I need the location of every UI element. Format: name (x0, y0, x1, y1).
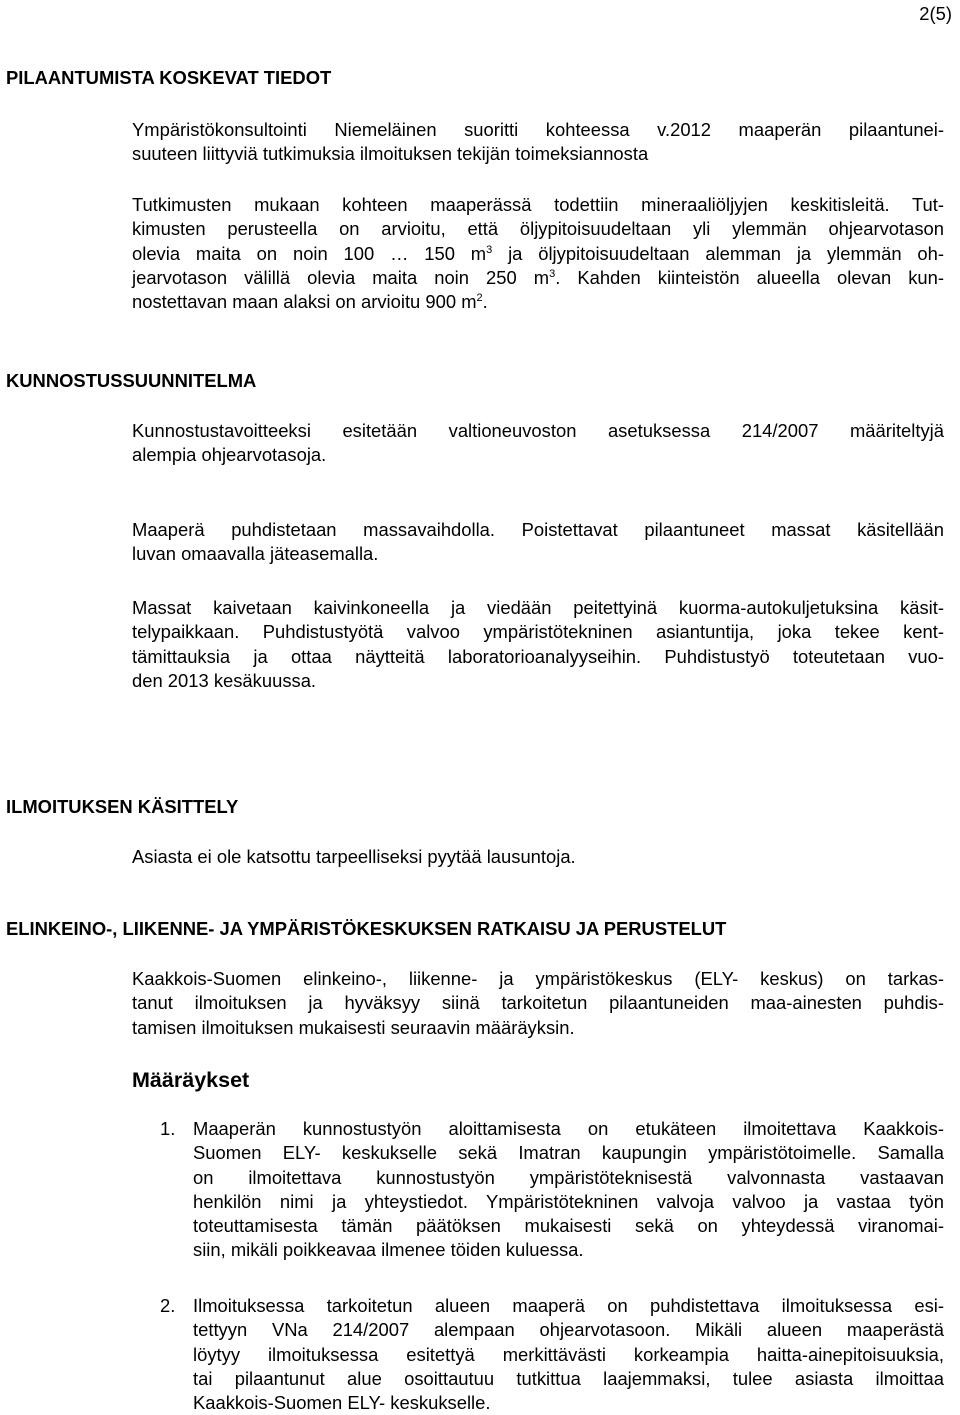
section-heading-kunnostussuunnitelma: KUNNOSTUSSUUNNITELMA (6, 370, 257, 391)
paragraph-investigation (132, 118, 944, 167)
text-fragment: . Kahden kiinteistön alueella olevan kun- (555, 266, 944, 288)
text-line (132, 266, 944, 290)
text-line: den 2013 kesäkuussa. (132, 669, 317, 691)
section-heading-pilaantumista: PILAANTUMISTA KOSKEVAT TIEDOT (6, 67, 332, 88)
text-line: Ympäristökonsultointi Niemeläinen suoritti kohteessa v.2012 maaperän pilaantunei- (132, 119, 944, 140)
text-line: toteuttamisesta tämän päätöksen mukaisesti sekä on yhteydessä viranomai- (193, 1215, 944, 1237)
text-line: tämittauksia ja ottaa näytteitä laboratorioanalyyseihin. Puhdistustyö toteutetaan vuo- (132, 645, 944, 667)
paragraph-findings (132, 193, 944, 314)
text-line: Maaperän kunnostustyön aloittamisesta on etukäteen ilmoitettava Kaakkois- (193, 1118, 944, 1139)
superscript: 2 (476, 292, 483, 305)
section-heading-ilmoituksen-kasittely: ILMOITUKSEN KÄSITTELY (6, 796, 239, 817)
text-line: Kaakkois-Suomen elinkeino-, liikenne- ja ympäristökeskus (ELY- keskus) on tarkas- (132, 968, 944, 989)
paragraph-decision (132, 967, 944, 1040)
text-line: luvan omaavalla jäteasemalla. (132, 543, 379, 565)
text-line: Ilmoituksessa tarkoitetun alueen maaperä on puhdistettava ilmoituksessa esi- (193, 1295, 944, 1316)
paragraph-statement (132, 845, 944, 869)
text-line: tettyyn VNa 214/2007 alempaan ohjearvotasoon. Mikäli alueen maaperästä (193, 1319, 944, 1341)
text-line: Suomen ELY- keskukselle sekä Imatran kaupungin ympäristötoimelle. Samalla (193, 1142, 944, 1164)
text-line: tanut ilmoituksen ja hyväksyy siinä tarkoitetun pilaantuneiden maa-ainesten puhdis- (132, 992, 944, 1014)
text-line: Maaperä puhdistetaan massavaihdolla. Poistettavat pilaantuneet massat käsitellään (132, 519, 944, 540)
page-number: 2(5) (919, 3, 952, 24)
text-fragment: . (482, 291, 488, 313)
text-line: Massat kaivetaan kaivinkoneella ja viedään peitettyinä kuorma-autokuljetuksina käsit- (132, 597, 944, 618)
text-line: suuteen liittyviä tutkimuksia ilmoituksen tekijän toimeksiannosta (132, 143, 649, 165)
text-line: siin, mikäli poikkeavaa ilmenee töiden kuluessa. (193, 1239, 584, 1261)
text-line (132, 242, 944, 266)
list-number: 1. (160, 1118, 176, 1139)
section-heading-ratkaisu: ELINKEINO-, LIIKENNE- JA YMPÄRISTÖKESKUKSEN RATKAISU JA PERUSTELUT (6, 918, 727, 939)
text-line: Tutkimusten mukaan kohteen maaperässä todettiin mineraaliöljyjen keskitisleitä. Tut- (132, 194, 944, 215)
text-line: tamisen ilmoituksen mukaisesti seuraavin määräyksin. (132, 1016, 575, 1038)
text-line: Kaakkois-Suomen ELY- keskukselle. (193, 1392, 491, 1414)
paragraph-transport (132, 596, 944, 693)
text-fragment: ja öljypitoisuudeltaan alemman ja ylemmän oh- (492, 242, 944, 264)
text-line: tai pilaantunut alue osoittautuu tutkittua laajemmaksi, tulee asiasta ilmoittaa (193, 1367, 944, 1389)
text-line: henkilön nimi ja yhteystiedot. Ympäristötekninen valvoja valvoo ja vastaa työn (193, 1190, 944, 1212)
text-fragment: nostettavan maan alaksi on arvioitu 900 m (132, 291, 477, 313)
list-item-text (193, 1117, 944, 1263)
paragraph-target (132, 419, 944, 468)
subheading-maaraykset: Määräykset (132, 1068, 250, 1092)
paragraph-method (132, 518, 944, 567)
text-line: on ilmoitettava kunnostustyön ympäristöteknisestä valvonnasta vastaavan (193, 1166, 944, 1188)
text-line: löytyy ilmoituksessa esitettyä merkittävästi korkeampia haitta-ainepitoisuuksia, (193, 1343, 944, 1365)
list-number: 2. (160, 1295, 176, 1316)
text-line (132, 290, 944, 314)
text-fragment: olevia maita on noin 100 … 150 m (132, 242, 487, 264)
text-line: telypaikkaan. Puhdistustyötä valvoo ympäristötekninen asiantuntija, joka tekee kent- (132, 621, 944, 643)
text-line: Kunnostustavoitteeksi esitetään valtioneuvoston asetuksessa 214/2007 määriteltyjä (132, 420, 944, 441)
list-item-text (193, 1294, 944, 1415)
text-line: alempia ohjearvotasoja. (132, 444, 327, 466)
superscript: 3 (549, 267, 556, 280)
superscript: 3 (486, 243, 493, 256)
text-fragment: jearvotason välillä olevia maita noin 250 m (132, 266, 550, 288)
text-line: Asiasta ei ole katsottu tarpeelliseksi pyytää lausuntoja. (132, 846, 576, 867)
text-line: kimusten perusteella on arvioitu, että öljypitoisuudeltaan yli ylemmän ohjearvotason (132, 218, 944, 240)
